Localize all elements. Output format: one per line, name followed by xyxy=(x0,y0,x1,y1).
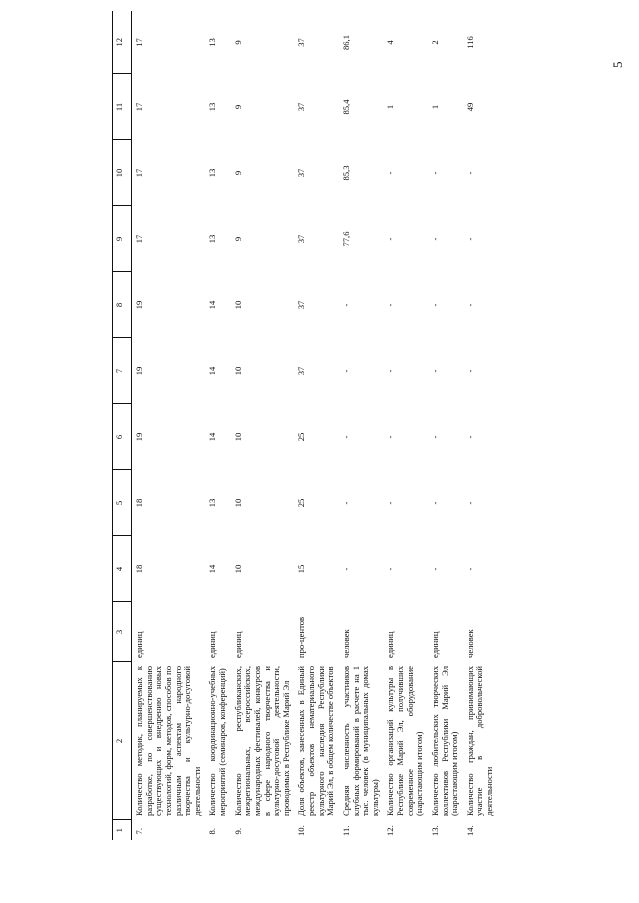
value-cell: - xyxy=(340,501,351,505)
value-cell: 13 xyxy=(207,102,218,112)
value-cell: 19 xyxy=(134,366,144,376)
row-unit: человек xyxy=(340,629,351,658)
header-cell: 3 xyxy=(113,602,132,662)
table-header-row xyxy=(113,11,132,840)
row-unit: единиц xyxy=(385,631,396,658)
value-cell: 1 xyxy=(429,104,440,110)
header-cell: 1 xyxy=(113,820,132,840)
header-cell: 12 xyxy=(113,11,132,74)
table-row xyxy=(428,11,463,840)
row-number: 12. xyxy=(385,825,396,836)
value-cell: - xyxy=(429,171,440,175)
value-cell: 17 xyxy=(134,38,144,47)
header-cell: 4 xyxy=(113,536,132,602)
row-number: 13. xyxy=(429,825,440,836)
value-cell: - xyxy=(340,369,351,373)
value-cell: - xyxy=(385,501,396,505)
value-cell: - xyxy=(340,567,351,571)
row-description: Доля объектов, занесенных в Единый реестр объектов нематериального культурного наследия Республики Марий Эл, в общем количестве объектов xyxy=(296,666,336,816)
value-cell: 19 xyxy=(134,300,144,310)
header-cell: 11 xyxy=(113,74,132,140)
value-cell: 37 xyxy=(296,168,307,178)
value-cell: 15 xyxy=(296,564,307,574)
value-cell: - xyxy=(340,303,351,307)
header-cell: 8 xyxy=(113,272,132,338)
row-description: Количество методик, планируемых к разработке, по совершенствованию существующих и внедрению новых технологий, форм, методов, способов по различным аспектам народного творчества и культурно-досуговой деятельности xyxy=(134,666,202,816)
row-unit: единиц xyxy=(232,631,243,658)
value-cell: 10 xyxy=(232,564,243,574)
value-cell: 18 xyxy=(134,498,144,508)
value-cell: - xyxy=(385,567,396,571)
header-cell: 6 xyxy=(113,404,132,470)
row-number: 11. xyxy=(340,825,351,836)
row-description: Средняя численность участников клубных формирований в расчете на 1 тыс. человек (в муниципальных домах культуры) xyxy=(340,666,380,816)
value-cell: - xyxy=(464,435,475,439)
header-cell: 7 xyxy=(113,338,132,404)
row-description: Количество республиканских, межрегиональных, всероссийских, международных фестивалей, конкурсов в сфере народного творчества и культурно-досуговой деятельности, проводимых в Республике Марий Эл xyxy=(232,666,291,816)
value-cell: 77,6 xyxy=(340,231,351,247)
value-cell: 18 xyxy=(134,564,144,574)
row-number: 14. xyxy=(464,825,475,836)
header-cell: 9 xyxy=(113,206,132,272)
value-cell: 19 xyxy=(134,432,144,442)
value-cell: - xyxy=(429,435,440,439)
value-cell: - xyxy=(385,171,396,175)
header-cell: 5 xyxy=(113,470,132,536)
row-unit: про-центов xyxy=(296,616,307,658)
value-cell: 9 xyxy=(232,170,243,176)
value-cell: - xyxy=(429,501,440,505)
row-description: Количество граждан, принимающих участие в добровольческой деятельности xyxy=(464,666,494,816)
value-cell: - xyxy=(464,171,475,175)
value-cell: 9 xyxy=(232,40,243,45)
row-number: 8. xyxy=(207,828,218,835)
value-cell: 2 xyxy=(429,40,440,45)
table-row xyxy=(205,11,230,840)
value-cell: 10 xyxy=(232,300,243,310)
row-description: Количество любительских творческих коллективов Республики Марий Эл (нарастающим итогом) xyxy=(429,666,460,816)
value-cell: - xyxy=(429,303,440,307)
value-cell: - xyxy=(385,237,396,241)
table-row xyxy=(339,11,384,840)
value-cell: - xyxy=(429,369,440,373)
value-cell: 10 xyxy=(232,432,243,442)
value-cell: 4 xyxy=(385,40,396,45)
value-cell: - xyxy=(464,369,475,373)
value-cell: 1 xyxy=(385,104,396,110)
header-cell: 2 xyxy=(113,662,132,820)
value-cell: 14 xyxy=(207,366,218,376)
row-unit: человек xyxy=(464,629,475,658)
value-cell: 17 xyxy=(134,234,144,244)
value-cell: - xyxy=(429,567,440,571)
value-cell: 17 xyxy=(134,168,144,178)
value-cell: 13 xyxy=(207,168,218,178)
value-cell: 10 xyxy=(232,498,243,508)
value-cell: 49 xyxy=(464,102,475,112)
value-cell: 37 xyxy=(296,234,307,244)
page-number: 5 xyxy=(610,61,625,68)
value-cell: - xyxy=(464,567,475,571)
value-cell: 116 xyxy=(464,36,475,49)
value-cell: 86,1 xyxy=(340,34,351,51)
indicators-table xyxy=(112,11,498,840)
value-cell: - xyxy=(385,369,396,373)
row-unit: единиц xyxy=(207,631,218,658)
value-cell: 25 xyxy=(296,432,307,442)
value-cell: 37 xyxy=(296,366,307,376)
row-unit: единиц xyxy=(429,631,440,658)
value-cell: - xyxy=(464,501,475,505)
value-cell: 9 xyxy=(232,236,243,242)
value-cell: 13 xyxy=(207,498,218,508)
value-cell: - xyxy=(385,435,396,439)
value-cell: 25 xyxy=(296,498,307,508)
row-description: Количество координационно-учебных мероприятий (семинаров, конференций) xyxy=(207,666,227,816)
value-cell: 14 xyxy=(207,300,218,310)
value-cell: - xyxy=(429,237,440,241)
value-cell: - xyxy=(464,237,475,241)
value-cell: - xyxy=(340,435,351,439)
table-row xyxy=(231,11,295,840)
value-cell: 14 xyxy=(207,564,218,574)
table-row xyxy=(463,11,498,840)
value-cell: 14 xyxy=(207,432,218,442)
row-unit: единиц xyxy=(134,631,144,658)
value-cell: 85,4 xyxy=(340,99,351,115)
value-cell: 17 xyxy=(134,102,144,112)
row-description: Количество организаций культуры в Республике Марий Эл, получивших современное оборудование (нарастающим итогом) xyxy=(385,666,425,816)
row-number: 10. xyxy=(296,825,307,836)
table-row xyxy=(383,11,428,840)
rotated-table-container xyxy=(112,11,605,840)
value-cell: 37 xyxy=(296,300,307,310)
value-cell: 85,3 xyxy=(340,165,351,181)
header-cell: 10 xyxy=(113,140,132,206)
table-row xyxy=(294,11,339,840)
table-row xyxy=(132,11,206,840)
value-cell: - xyxy=(464,303,475,307)
value-cell: 37 xyxy=(296,102,307,112)
value-cell: 37 xyxy=(296,38,307,47)
value-cell: 9 xyxy=(232,104,243,110)
row-number: 7. xyxy=(134,828,144,835)
value-cell: 10 xyxy=(232,366,243,376)
row-number: 9. xyxy=(232,828,243,835)
value-cell: - xyxy=(385,303,396,307)
value-cell: 13 xyxy=(207,234,218,244)
value-cell: 13 xyxy=(207,38,218,47)
